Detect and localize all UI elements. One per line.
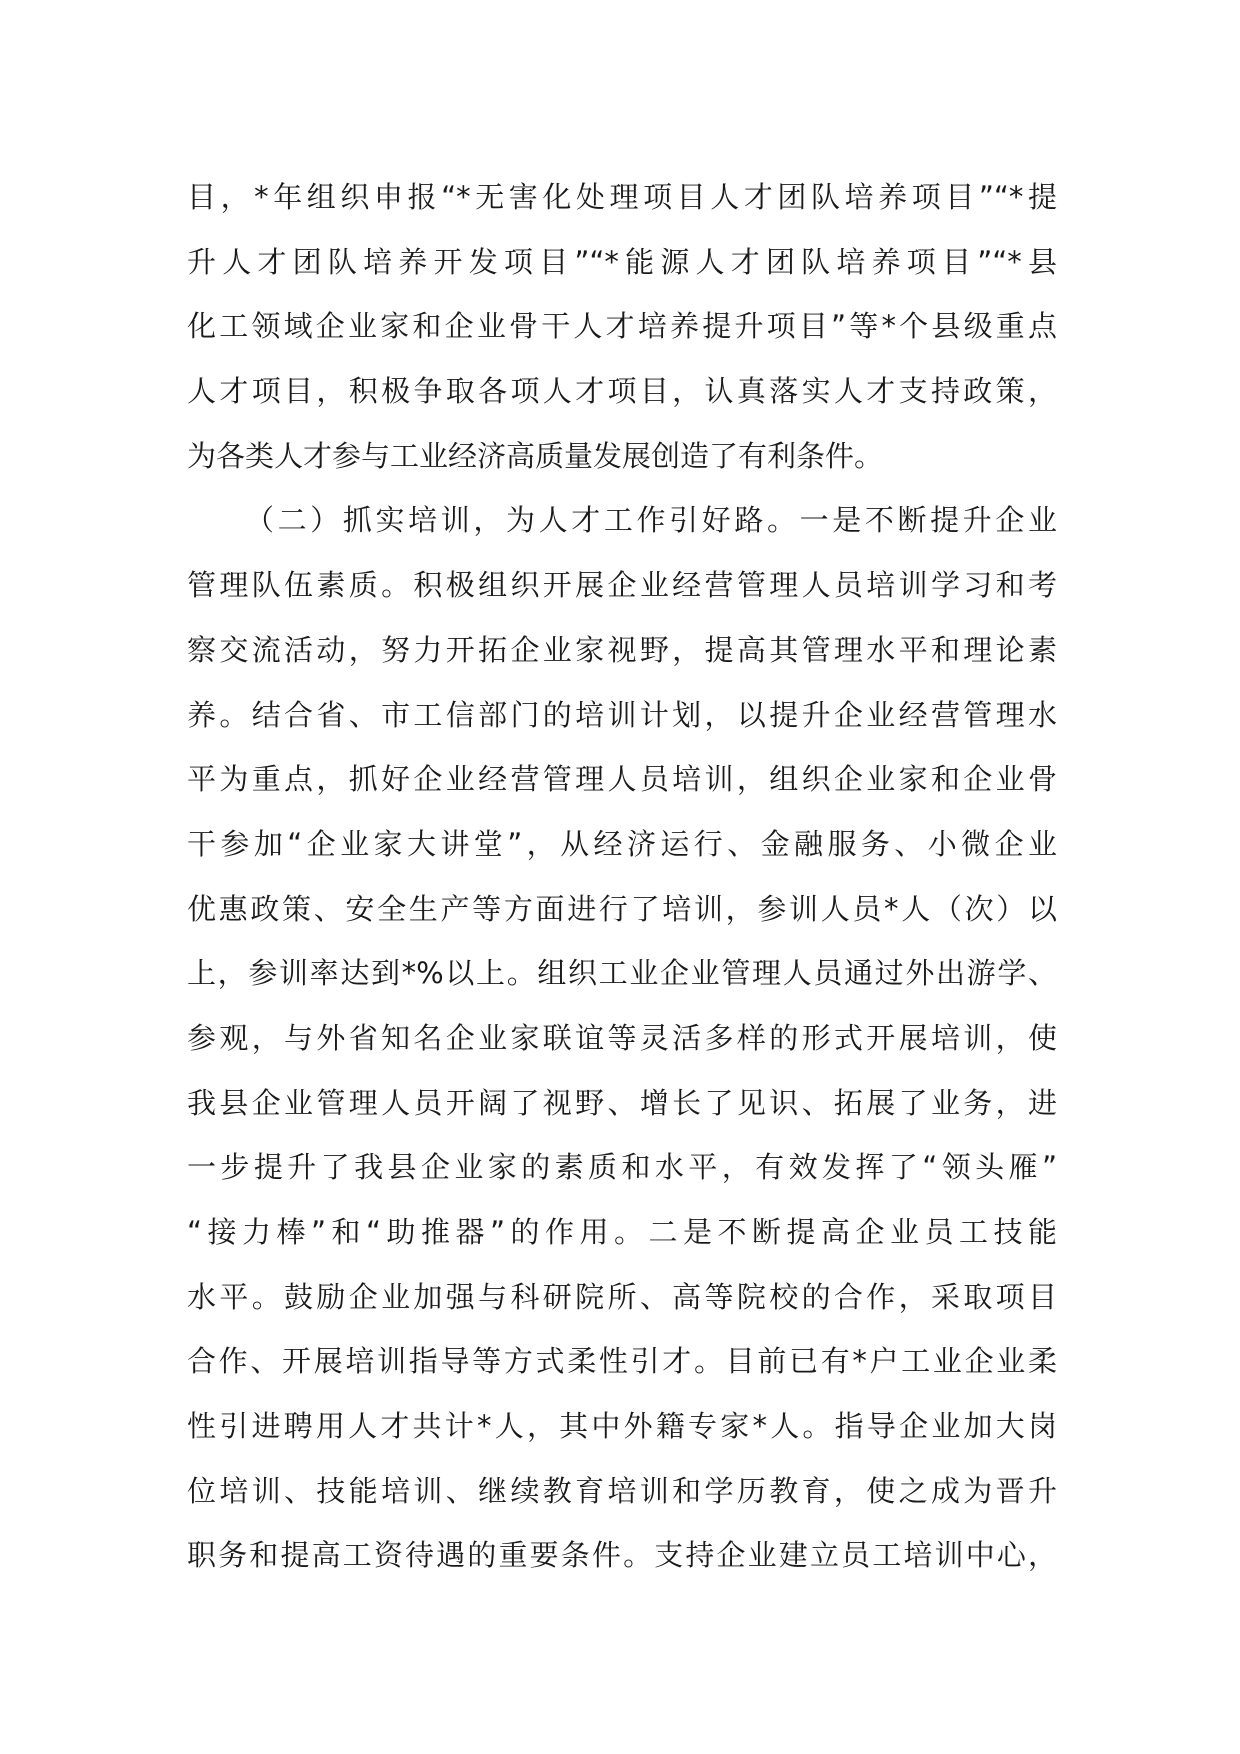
text-line: 合作、开展培训指导等方式柔性引才。目前已有*户工业企业柔 [187,1344,1057,1379]
text-line: 为各类人才参与工业经济高质量发展创造了有利条件。 [187,438,884,473]
text-line: “接力棒”和“助推器”的作用。二是不断提高企业员工技能 [187,1215,1057,1249]
text-line: 一步提升了我县企业家的素质和水平，有效发挥了“领头雁” [187,1150,1057,1185]
text-line: 性引进聘用人才共计*人，其中外籍专家*人。指导企业加大岗 [187,1409,1057,1444]
body-text [187,165,1057,1588]
text-line: 参观，与外省知名企业家联谊等灵活多样的形式开展培训，使 [187,1020,1057,1055]
text-line: 养。结合省、市工信部门的培训计划，以提升企业经营管理水 [187,697,1057,732]
text-line: 我县企业管理人员开阔了视野、增长了见识、拓展了业务，进 [187,1085,1057,1120]
text-line: 平为重点，抓好企业经营管理人员培训，组织企业家和企业骨 [187,762,1057,797]
text-line: 干参加“企业家大讲堂”，从经济运行、金融服务、小微企业 [187,826,1057,861]
text-line: 优惠政策、安全生产等方面进行了培训，参训人员*人（次）以 [187,891,1057,926]
text-line: 上，参训率达到*%以上。组织工业企业管理人员通过外出游学、 [187,956,1057,991]
text-line: 化工领域企业家和企业骨干人才培养提升项目”等*个县级重点 [187,309,1057,344]
section-heading-line: （二）抓实培训，为人才工作引好路。一是不断提升企业 [245,503,1057,538]
text-line: 目，*年组织申报“*无害化处理项目人才团队培养项目”“*提 [187,180,1057,214]
text-line: 升人才团队培养开发项目”“*能源人才团队培养项目”“*县 [187,244,1057,279]
text-line: 位培训、技能培训、继续教育培训和学历教育，使之成为晋升 [187,1473,1057,1508]
text-line: 人才项目，积极争取各项人才项目，认真落实人才支持政策， [187,374,1057,409]
text-line: 察交流活动，努力开拓企业家视野，提高其管理水平和理论素 [187,632,1057,667]
text-line: 管理队伍素质。积极组织开展企业经营管理人员培训学习和考 [187,568,1057,603]
text-line: 水平。鼓励企业加强与科研院所、高等院校的合作，采取项目 [187,1279,1057,1314]
text-line: 职务和提高工资待遇的重要条件。支持企业建立员工培训中心， [187,1538,1057,1573]
